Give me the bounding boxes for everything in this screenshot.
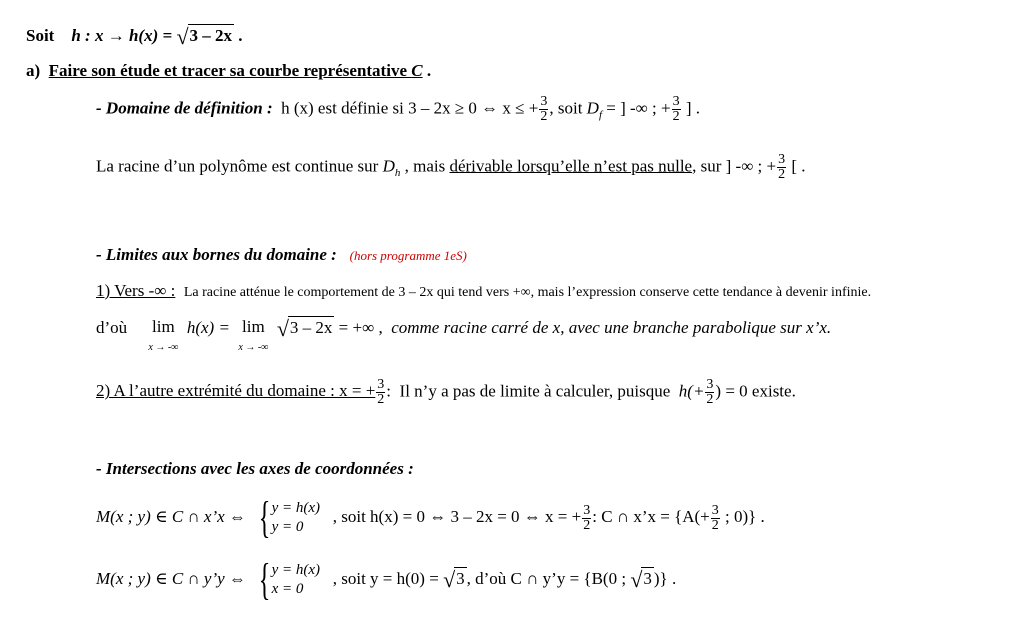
denominator: 2 [706, 392, 714, 407]
limit-item-1-label: 1) Vers -∞ : [96, 281, 176, 300]
hx-text: h(x) = [186, 318, 230, 337]
system-row-1: y = h(x) [271, 500, 320, 517]
continuity-dh-sub: h [394, 166, 401, 179]
lim-text: lim [242, 317, 265, 336]
fraction-three-halves [582, 504, 591, 533]
denominator: 2 [778, 167, 786, 182]
limits-heading: - Limites aux bornes du domaine : [96, 245, 337, 264]
soit-label: Soit [26, 26, 55, 45]
intersections-heading-line [96, 460, 414, 477]
intersection-y-end: )} . [653, 568, 677, 588]
intersection-x-end: ; 0)} . [720, 506, 765, 526]
limit-comment: comme racine carré de x, avec une branche parabolique sur x’x. [391, 318, 832, 337]
sqrt-icon: √ [443, 566, 456, 592]
colon: : [386, 381, 392, 401]
sqrt-expression [630, 566, 654, 592]
denominator: 2 [672, 109, 680, 124]
continuity-mais: , mais [404, 156, 446, 176]
domain-interval-end: ] . [681, 98, 701, 118]
numerator: 3 [711, 502, 719, 518]
intersection-y-axis [96, 555, 677, 604]
function-name: h : x → h(x) = [71, 26, 173, 45]
continuity-line [96, 153, 806, 182]
denominator: 2 [377, 392, 385, 407]
lim-subscript: x → -∞ [238, 342, 269, 353]
curve-name: C [411, 61, 423, 80]
function-definition [26, 26, 243, 48]
fraction-three-halves [539, 95, 548, 124]
system-y [254, 555, 320, 604]
system-row-2: y = 0 [271, 519, 304, 535]
part-a-title-text: Faire son étude et tracer sa courbe représentative [48, 61, 407, 80]
limit-item-1 [96, 282, 871, 300]
intersections-heading: - Intersections avec les axes de coordonnées : [96, 459, 414, 478]
continuity-interval-end: [ . [787, 156, 806, 176]
dou-label: d’où [96, 318, 128, 337]
fraction-three-halves [672, 95, 681, 124]
continuity-dh: D [382, 156, 395, 176]
fraction-three-halves [705, 378, 714, 407]
denominator: 2 [540, 109, 548, 124]
intersection-x-result: : C ∩ x’x = {A(+ [592, 506, 710, 526]
numerator: 3 [778, 152, 786, 167]
limit-result: = +∞ , [334, 318, 383, 337]
continuity-text: La racine d’un polynôme est continue sur [96, 156, 379, 176]
sqrt-expression [176, 26, 234, 48]
radicand: 3 [643, 568, 652, 588]
period: . [238, 26, 243, 45]
numerator: 3 [377, 377, 385, 392]
limit-item-2 [96, 378, 796, 407]
domain-heading: - Domaine de définition : [96, 98, 273, 118]
system-row-2: x = 0 [271, 581, 304, 597]
domain-line [96, 95, 700, 124]
limit-item-2-label-text: 2) A l’autre extrémité du domaine : x = + [96, 381, 376, 401]
intersection-y-result: , d’où C ∩ y’y = {B(0 ; [466, 568, 627, 588]
fraction-three-halves [376, 378, 385, 407]
brace-icon: { [259, 555, 271, 604]
lim-subscript: x → -∞ [148, 342, 179, 353]
part-a-title [26, 62, 431, 79]
sqrt-expression [277, 318, 335, 340]
domain-df-sub: f [598, 108, 603, 121]
intersection-y-solve: , soit y = h(0) = [332, 568, 439, 588]
domain-df: D [586, 98, 599, 118]
radicand: 3 [456, 568, 465, 588]
h-open: h(+ [678, 381, 705, 401]
domain-interval: = ] -∞ ; + [602, 98, 671, 118]
system-x [254, 493, 320, 542]
membership-x: M(x ; y) ∈ C ∩ x’x ⇔ [96, 506, 246, 526]
fraction-three-halves [777, 153, 786, 182]
part-a-text [49, 61, 423, 80]
limit-item-2-text: Il n’y a pas de limite à calculer, puisque [399, 381, 671, 401]
part-a-label: a) [26, 61, 41, 80]
h-close: ) = 0 existe. [715, 381, 796, 401]
intersection-x-solve: , soit h(x) = 0 ⇔ 3 – 2x = 0 ⇔ x = + [332, 506, 582, 526]
domain-soit: , soit [549, 98, 583, 118]
radicand: 3 – 2x [189, 26, 233, 45]
sqrt-expression [443, 566, 467, 592]
continuity-interval: , sur ] -∞ ; + [692, 156, 777, 176]
sqrt-icon: √ [276, 316, 289, 341]
limit-item-2-label [96, 377, 386, 407]
numerator: 3 [706, 377, 714, 392]
limit-formula-line [96, 318, 831, 353]
membership-y: M(x ; y) ∈ C ∩ y’y ⇔ [96, 568, 246, 588]
domain-condition: h (x) est définie si 3 – 2x ≥ 0 ⇔ x ≤ + [281, 98, 539, 118]
continuity-underlined: dérivable lorsqu’elle n’est pas nulle [449, 156, 693, 176]
period: . [426, 61, 432, 80]
limits-note: (hors programme 1eS) [349, 248, 467, 263]
limits-heading-line [96, 246, 467, 263]
radicand: 3 – 2x [289, 318, 333, 337]
lim-operator [238, 318, 268, 353]
intersection-x-axis [96, 493, 765, 542]
numerator: 3 [583, 502, 591, 518]
numerator: 3 [540, 94, 548, 109]
brace-icon: { [259, 493, 271, 542]
numerator: 3 [672, 94, 680, 109]
fraction-three-halves [711, 504, 720, 533]
lim-operator [148, 318, 178, 353]
lim-text: lim [152, 317, 175, 336]
denominator: 2 [583, 517, 591, 533]
limit-item-1-text: La racine atténue le comportement de 3 – 2x qui tend vers +∞, mais l’expression conserve cette tendance à devenir infinie. [183, 285, 872, 300]
system-row-1: y = h(x) [271, 562, 320, 579]
sqrt-icon: √ [176, 24, 189, 49]
denominator: 2 [711, 517, 719, 533]
sqrt-icon: √ [630, 566, 643, 592]
